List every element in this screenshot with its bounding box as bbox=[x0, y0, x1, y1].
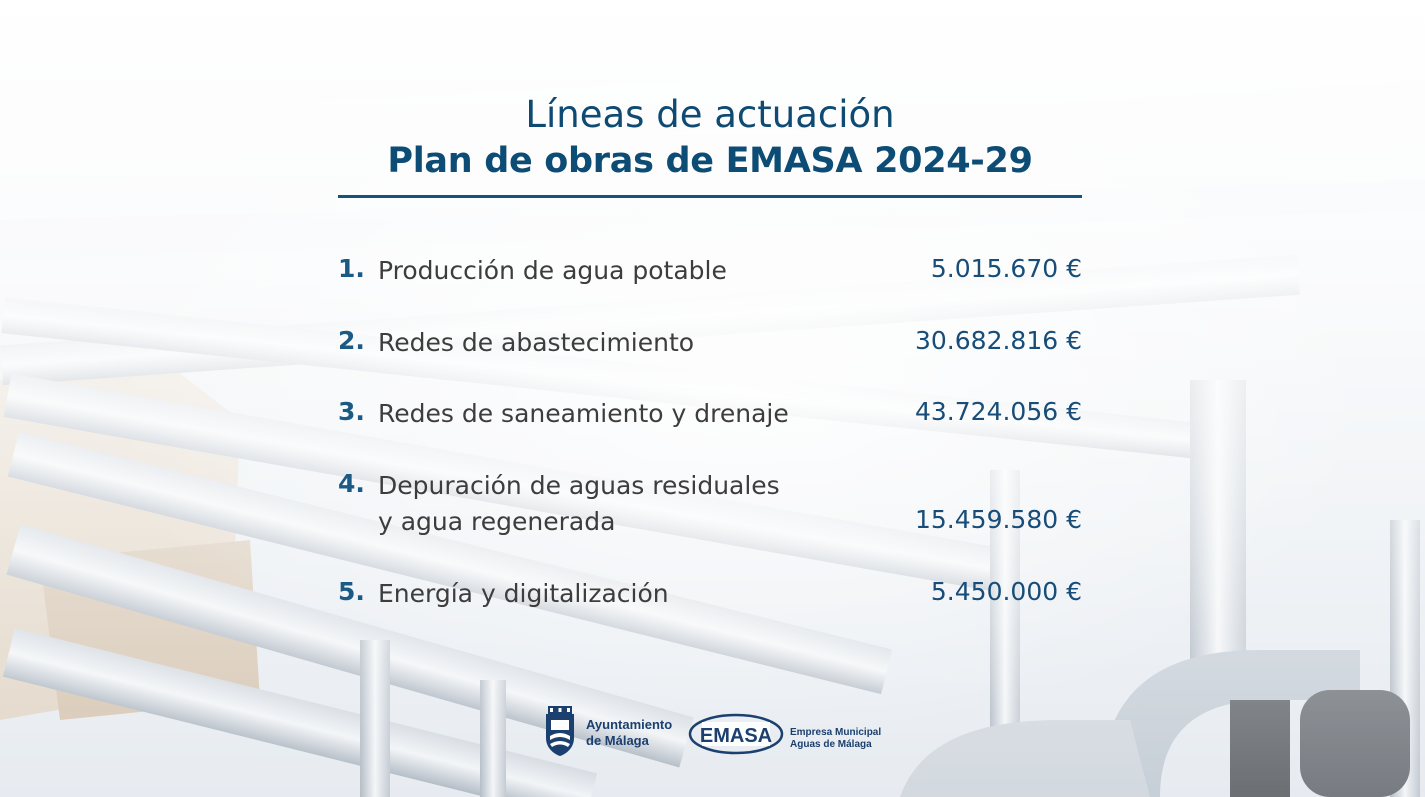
item-label: Redes de abastecimiento bbox=[378, 328, 695, 357]
item-number: 1. bbox=[338, 254, 365, 283]
emasa-brand-text: EMASA bbox=[699, 725, 773, 747]
ayuntamiento-line1: Ayuntamiento bbox=[586, 717, 673, 732]
emasa-logo bbox=[688, 710, 898, 760]
item-number: 4. bbox=[338, 469, 365, 498]
page-title: Plan de obras de EMASA 2024-29 bbox=[387, 141, 1033, 181]
list-item bbox=[338, 326, 1082, 366]
ayuntamiento-line2: de Málaga bbox=[586, 733, 649, 748]
emasa-wordmark-icon bbox=[688, 710, 784, 756]
list-item bbox=[338, 469, 1082, 545]
item-label: Energía y digitalización bbox=[378, 579, 669, 608]
malaga-shield-icon bbox=[542, 704, 578, 756]
item-label-line1: Depuración de aguas residuales bbox=[378, 471, 780, 500]
item-number: 5. bbox=[338, 577, 365, 606]
item-amount: 30.682.816 € bbox=[915, 326, 1082, 355]
item-label: Producción de agua potable bbox=[378, 256, 727, 285]
title-divider bbox=[338, 195, 1082, 198]
emasa-line1: Empresa Municipal bbox=[790, 727, 882, 738]
item-amount: 5.015.670 € bbox=[930, 254, 1082, 283]
list-item bbox=[338, 577, 1082, 617]
title-block bbox=[338, 92, 1082, 184]
item-amount: 43.724.056 € bbox=[915, 397, 1082, 426]
list-item bbox=[338, 397, 1082, 437]
item-label-line2: y agua regenerada bbox=[378, 507, 616, 536]
ayuntamiento-logo bbox=[540, 702, 680, 762]
item-number: 2. bbox=[338, 326, 365, 355]
list-item bbox=[338, 254, 1082, 294]
footer-logos bbox=[540, 702, 900, 762]
item-amount: 15.459.580 € bbox=[915, 505, 1082, 534]
item-amount: 5.450.000 € bbox=[930, 577, 1082, 606]
emasa-line2: Aguas de Málaga bbox=[790, 739, 872, 750]
item-number: 3. bbox=[338, 397, 365, 426]
item-label: Redes de saneamiento y drenaje bbox=[378, 399, 789, 428]
page-subtitle: Líneas de actuación bbox=[525, 93, 895, 136]
